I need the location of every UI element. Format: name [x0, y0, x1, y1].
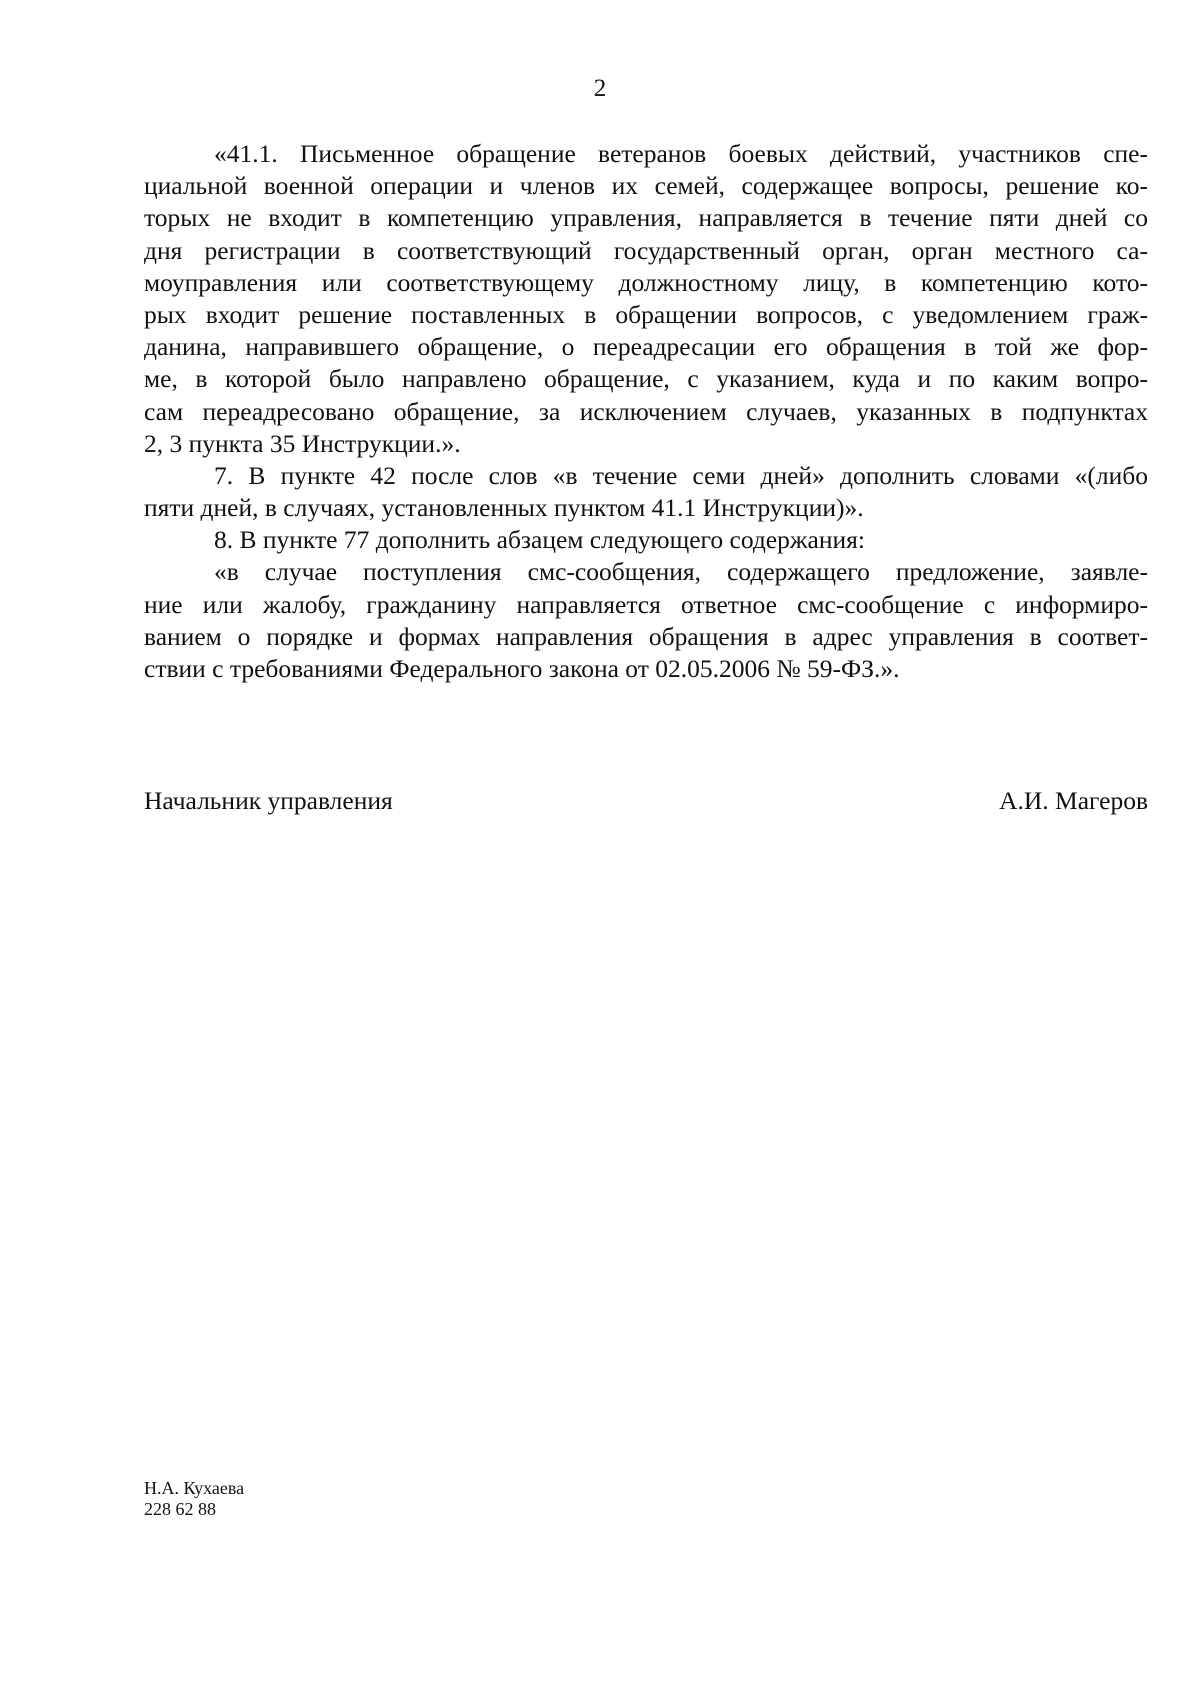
text-line: моуправления или соответствующему должностному лицу, в компетенцию кото-: [144, 267, 1148, 297]
text-line: ние или жалобу, гражданину направляется ответное смс-сообщение с информиро-: [144, 589, 1148, 619]
text-line: торых не входит в компетенцию управления, направляется в течение пяти дней со: [144, 203, 1148, 233]
executor-name: Н.А. Кухаева: [144, 1478, 245, 1498]
text-line: циальной военной операции и членов их семей, содержащее вопросы, решение ко-: [144, 171, 1148, 201]
paragraph-41-1: [144, 138, 1148, 460]
text-line: «41.1. Письменное обращение ветеранов боевых действий, участников спе-: [214, 139, 1148, 168]
text-line: пяти дней, в случаях, установленных пунктом 41.1 Инструкции)».: [144, 493, 864, 523]
text-line: «в случае поступления смс-сообщения, содержащего предложение, заявле-: [214, 557, 1148, 587]
text-line: сам переадресовано обращение, за исключением случаев, указанных в подпунктах: [144, 396, 1148, 426]
text-line: 8. В пункте 77 дополнить абзацем следующего содержания:: [214, 525, 865, 555]
signatory-position: Начальник управления: [144, 786, 393, 815]
page-number: 2: [593, 75, 607, 102]
text-line: ме, в которой было направлено обращение, с указанием, куда и по каким вопро-: [144, 364, 1148, 394]
paragraph-item-8: [144, 524, 1148, 556]
text-line: ствии с требованиями Федерального закона от 02.05.2006 № 59-ФЗ.».: [144, 654, 900, 683]
signatory-name: А.И. Магеров: [999, 786, 1148, 815]
text-line: ванием о порядке и формах направления обращения в адрес управления в соответ-: [144, 621, 1148, 651]
document-body: [144, 138, 1148, 685]
executor-block: [144, 1478, 244, 1520]
text-line: дня регистрации в соответствующий государственный орган, орган местного са-: [144, 235, 1148, 265]
signature-block: [144, 785, 1148, 817]
text-line: рых входит решение поставленных в обращении вопросов, с уведомлением граж-: [144, 299, 1148, 329]
paragraph-item-7: [144, 460, 1148, 524]
text-line: данина, направившего обращение, о переадресации его обращения в той же фор-: [144, 332, 1148, 362]
text-line: 7. В пункте 42 после слов «в течение семи дней» дополнить словами «(либо: [214, 460, 1148, 490]
paragraph-sms-addition: [144, 556, 1148, 685]
executor-phone: 228 62 88: [144, 1499, 216, 1519]
text-line: 2, 3 пункта 35 Инструкции.».: [144, 428, 461, 458]
